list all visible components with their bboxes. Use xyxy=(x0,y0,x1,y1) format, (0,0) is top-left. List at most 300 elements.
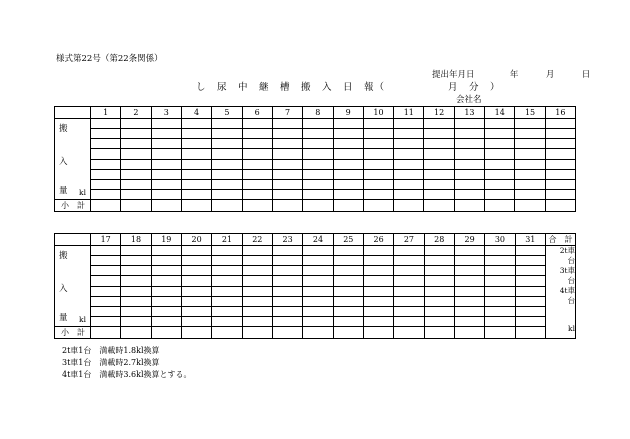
subtotal-cell[interactable] xyxy=(515,327,545,339)
entry-cell[interactable] xyxy=(424,149,454,159)
entry-cell[interactable] xyxy=(454,149,484,159)
entry-cell[interactable] xyxy=(485,256,515,266)
subtotal-cell[interactable] xyxy=(454,200,484,212)
entry-cell[interactable] xyxy=(424,139,454,149)
entry-cell[interactable] xyxy=(91,119,121,129)
entry-cell[interactable] xyxy=(212,296,242,306)
entry-cell[interactable] xyxy=(454,139,484,149)
entry-cell[interactable] xyxy=(272,129,302,139)
entry-cell[interactable] xyxy=(181,179,211,189)
entry-cell[interactable] xyxy=(272,149,302,159)
entry-cell[interactable] xyxy=(151,306,181,316)
entry-cell[interactable] xyxy=(545,139,575,149)
entry-cell[interactable] xyxy=(424,179,454,189)
entry-cell[interactable] xyxy=(454,286,484,296)
entry-cell[interactable] xyxy=(91,286,121,296)
subtotal-cell[interactable] xyxy=(151,200,181,212)
subtotal-cell[interactable] xyxy=(181,327,211,339)
entry-cell[interactable] xyxy=(333,189,363,199)
entry-cell[interactable] xyxy=(91,276,121,286)
entry-cell[interactable] xyxy=(424,246,454,256)
entry-cell[interactable] xyxy=(454,169,484,179)
subtotal-cell[interactable] xyxy=(272,327,302,339)
entry-cell[interactable] xyxy=(121,119,151,129)
entry-cell[interactable] xyxy=(272,159,302,169)
entry-cell[interactable] xyxy=(545,179,575,189)
subtotal-cell[interactable] xyxy=(151,327,181,339)
entry-cell[interactable] xyxy=(181,306,211,316)
entry-cell[interactable] xyxy=(91,159,121,169)
entry-cell[interactable] xyxy=(485,129,515,139)
entry-cell[interactable] xyxy=(181,149,211,159)
entry-cell[interactable] xyxy=(91,169,121,179)
day-header: 25 xyxy=(333,234,363,246)
entry-cell[interactable] xyxy=(303,276,333,286)
entry-cell[interactable] xyxy=(151,189,181,199)
entry-cell[interactable] xyxy=(394,306,424,316)
entry-cell[interactable] xyxy=(121,129,151,139)
entry-cell[interactable] xyxy=(151,256,181,266)
entry-cell[interactable] xyxy=(212,149,242,159)
day-header: 20 xyxy=(181,234,211,246)
subtotal-cell[interactable] xyxy=(424,200,454,212)
entry-cell[interactable] xyxy=(394,149,424,159)
subtotal-cell[interactable] xyxy=(303,200,333,212)
entry-cell[interactable] xyxy=(242,276,272,286)
entry-cell[interactable] xyxy=(454,266,484,276)
subtotal-cell[interactable] xyxy=(363,327,393,339)
entry-cell[interactable] xyxy=(333,159,363,169)
entry-cell[interactable] xyxy=(121,266,151,276)
entry-cell[interactable] xyxy=(333,169,363,179)
entry-cell[interactable] xyxy=(91,129,121,139)
subtotal-cell[interactable] xyxy=(485,200,515,212)
total-line: 台 xyxy=(567,296,575,305)
total-cell[interactable] xyxy=(546,246,576,339)
entry-cell[interactable] xyxy=(151,246,181,256)
entry-cell[interactable] xyxy=(303,169,333,179)
entry-cell[interactable] xyxy=(363,119,393,129)
entry-cell[interactable] xyxy=(394,316,424,326)
entry-cell[interactable] xyxy=(181,169,211,179)
entry-cell[interactable] xyxy=(91,306,121,316)
entry-cell[interactable] xyxy=(121,296,151,306)
entry-cell[interactable] xyxy=(485,119,515,129)
entry-cell[interactable] xyxy=(333,276,363,286)
entry-cell[interactable] xyxy=(303,316,333,326)
entry-cell[interactable] xyxy=(121,139,151,149)
entry-cell[interactable] xyxy=(212,189,242,199)
entry-cell[interactable] xyxy=(545,129,575,139)
entry-cell[interactable] xyxy=(485,296,515,306)
subtotal-cell[interactable] xyxy=(424,327,454,339)
entry-cell[interactable] xyxy=(121,306,151,316)
row-label-char: 量 xyxy=(59,186,68,196)
day-header: 17 xyxy=(91,234,121,246)
day-header: 21 xyxy=(212,234,242,246)
entry-cell[interactable] xyxy=(485,266,515,276)
entry-cell[interactable] xyxy=(242,306,272,316)
entry-cell[interactable] xyxy=(272,179,302,189)
entry-cell[interactable] xyxy=(515,256,545,266)
entry-cell[interactable] xyxy=(424,316,454,326)
subtotal-cell[interactable] xyxy=(242,200,272,212)
entry-cell[interactable] xyxy=(303,149,333,159)
entry-cell[interactable] xyxy=(212,276,242,286)
entry-cell[interactable] xyxy=(212,256,242,266)
entry-cell[interactable] xyxy=(424,286,454,296)
entry-cell[interactable] xyxy=(454,316,484,326)
entry-cell[interactable] xyxy=(303,189,333,199)
entry-cell[interactable] xyxy=(181,139,211,149)
entry-cell[interactable] xyxy=(363,246,393,256)
entry-cell[interactable] xyxy=(181,129,211,139)
entry-cell[interactable] xyxy=(515,139,545,149)
entry-cell[interactable] xyxy=(454,179,484,189)
entry-cell[interactable] xyxy=(424,129,454,139)
subtotal-cell[interactable] xyxy=(121,327,151,339)
entry-cell[interactable] xyxy=(272,139,302,149)
entry-cell[interactable] xyxy=(212,119,242,129)
entry-cell[interactable] xyxy=(91,256,121,266)
daily-table-1 xyxy=(54,106,576,212)
day-header: 1 xyxy=(91,107,121,119)
day-header: 14 xyxy=(485,107,515,119)
entry-cell[interactable] xyxy=(485,159,515,169)
subtotal-cell[interactable] xyxy=(485,327,515,339)
entry-cell[interactable] xyxy=(515,246,545,256)
entry-cell[interactable] xyxy=(242,316,272,326)
entry-cell[interactable] xyxy=(242,266,272,276)
entry-cell[interactable] xyxy=(121,189,151,199)
entry-cell[interactable] xyxy=(394,159,424,169)
entry-cell[interactable] xyxy=(272,316,302,326)
entry-cell[interactable] xyxy=(333,139,363,149)
entry-cell[interactable] xyxy=(454,129,484,139)
entry-cell[interactable] xyxy=(363,316,393,326)
entry-cell[interactable] xyxy=(515,296,545,306)
entry-cell[interactable] xyxy=(272,306,302,316)
entry-cell[interactable] xyxy=(91,296,121,306)
entry-cell[interactable] xyxy=(515,266,545,276)
entry-cell[interactable] xyxy=(363,159,393,169)
entry-cell[interactable] xyxy=(91,139,121,149)
subtotal-cell[interactable] xyxy=(303,327,333,339)
entry-cell[interactable] xyxy=(242,296,272,306)
entry-cell[interactable] xyxy=(333,286,363,296)
subtotal-cell[interactable] xyxy=(333,200,363,212)
entry-cell[interactable] xyxy=(303,286,333,296)
entry-cell[interactable] xyxy=(242,189,272,199)
entry-cell[interactable] xyxy=(485,179,515,189)
entry-cell[interactable] xyxy=(242,149,272,159)
entry-cell[interactable] xyxy=(242,286,272,296)
entry-cell[interactable] xyxy=(363,306,393,316)
entry-cell[interactable] xyxy=(454,159,484,169)
subtotal-cell[interactable] xyxy=(545,200,575,212)
subtotal-cell[interactable] xyxy=(515,200,545,212)
entry-cell[interactable] xyxy=(363,266,393,276)
entry-cell[interactable] xyxy=(545,119,575,129)
entry-cell[interactable] xyxy=(333,316,363,326)
entry-cell[interactable] xyxy=(363,296,393,306)
entry-cell[interactable] xyxy=(212,246,242,256)
entry-cell[interactable] xyxy=(181,189,211,199)
entry-cell[interactable] xyxy=(424,256,454,266)
entry-cell[interactable] xyxy=(515,179,545,189)
entry-cell[interactable] xyxy=(212,306,242,316)
entry-cell[interactable] xyxy=(91,179,121,189)
subtotal-cell[interactable] xyxy=(394,200,424,212)
entry-cell[interactable] xyxy=(121,149,151,159)
entry-cell[interactable] xyxy=(212,129,242,139)
entry-cell[interactable] xyxy=(363,286,393,296)
subtotal-cell[interactable] xyxy=(363,200,393,212)
entry-cell[interactable] xyxy=(272,266,302,276)
entry-cell[interactable] xyxy=(515,276,545,286)
entry-cell[interactable] xyxy=(91,149,121,159)
entry-cell[interactable] xyxy=(181,266,211,276)
subtotal-cell[interactable] xyxy=(91,327,121,339)
entry-cell[interactable] xyxy=(333,179,363,189)
entry-cell[interactable] xyxy=(121,179,151,189)
entry-cell[interactable] xyxy=(485,306,515,316)
entry-cell[interactable] xyxy=(303,119,333,129)
entry-cell[interactable] xyxy=(515,129,545,139)
entry-cell[interactable] xyxy=(515,189,545,199)
entry-cell[interactable] xyxy=(515,149,545,159)
entry-cell[interactable] xyxy=(151,296,181,306)
entry-cell[interactable] xyxy=(515,316,545,326)
entry-cell[interactable] xyxy=(151,266,181,276)
entry-cell[interactable] xyxy=(454,256,484,266)
entry-cell[interactable] xyxy=(121,246,151,256)
entry-cell[interactable] xyxy=(394,286,424,296)
entry-cell[interactable] xyxy=(151,276,181,286)
entry-cell[interactable] xyxy=(181,316,211,326)
entry-cell[interactable] xyxy=(333,266,363,276)
entry-cell[interactable] xyxy=(424,296,454,306)
entry-cell[interactable] xyxy=(181,286,211,296)
entry-cell[interactable] xyxy=(394,276,424,286)
row-label-carried-in xyxy=(55,246,91,327)
entry-cell[interactable] xyxy=(212,139,242,149)
entry-cell[interactable] xyxy=(242,169,272,179)
entry-cell[interactable] xyxy=(272,296,302,306)
entry-cell[interactable] xyxy=(394,129,424,139)
entry-cell[interactable] xyxy=(151,286,181,296)
entry-cell[interactable] xyxy=(454,119,484,129)
entry-cell[interactable] xyxy=(485,276,515,286)
entry-cell[interactable] xyxy=(272,119,302,129)
entry-cell[interactable] xyxy=(333,256,363,266)
entry-cell[interactable] xyxy=(515,159,545,169)
entry-cell[interactable] xyxy=(181,296,211,306)
subtotal-cell[interactable] xyxy=(181,200,211,212)
entry-cell[interactable] xyxy=(485,189,515,199)
entry-cell[interactable] xyxy=(272,286,302,296)
entry-cell[interactable] xyxy=(363,129,393,139)
entry-cell[interactable] xyxy=(394,266,424,276)
entry-cell[interactable] xyxy=(151,179,181,189)
entry-cell[interactable] xyxy=(485,139,515,149)
entry-cell[interactable] xyxy=(485,246,515,256)
entry-cell[interactable] xyxy=(121,159,151,169)
entry-cell[interactable] xyxy=(424,276,454,286)
unit-kl: kl xyxy=(79,188,86,197)
entry-cell[interactable] xyxy=(151,316,181,326)
entry-cell[interactable] xyxy=(303,296,333,306)
subtotal-cell[interactable] xyxy=(454,327,484,339)
entry-cell[interactable] xyxy=(91,266,121,276)
entry-cell[interactable] xyxy=(363,139,393,149)
entry-cell[interactable] xyxy=(272,189,302,199)
entry-cell[interactable] xyxy=(121,169,151,179)
notes xyxy=(62,347,192,383)
entry-cell[interactable] xyxy=(151,119,181,129)
entry-cell[interactable] xyxy=(333,129,363,139)
year-label: 年 xyxy=(509,70,519,80)
entry-cell[interactable] xyxy=(485,316,515,326)
entry-cell[interactable] xyxy=(242,179,272,189)
entry-cell[interactable] xyxy=(363,276,393,286)
entry-cell[interactable] xyxy=(212,159,242,169)
entry-cell[interactable] xyxy=(363,256,393,266)
entry-cell[interactable] xyxy=(242,246,272,256)
entry-cell[interactable] xyxy=(424,306,454,316)
entry-cell[interactable] xyxy=(545,189,575,199)
entry-cell[interactable] xyxy=(272,169,302,179)
entry-cell[interactable] xyxy=(333,306,363,316)
entry-cell[interactable] xyxy=(91,246,121,256)
entry-cell[interactable] xyxy=(394,139,424,149)
entry-cell[interactable] xyxy=(151,129,181,139)
subtotal-cell[interactable] xyxy=(212,327,242,339)
entry-cell[interactable] xyxy=(363,179,393,189)
entry-cell[interactable] xyxy=(303,159,333,169)
entry-cell[interactable] xyxy=(121,286,151,296)
entry-cell[interactable] xyxy=(424,159,454,169)
entry-cell[interactable] xyxy=(212,179,242,189)
entry-cell[interactable] xyxy=(242,159,272,169)
entry-cell[interactable] xyxy=(515,169,545,179)
entry-cell[interactable] xyxy=(363,149,393,159)
subtotal-cell[interactable] xyxy=(91,200,121,212)
entry-cell[interactable] xyxy=(303,256,333,266)
entry-cell[interactable] xyxy=(454,306,484,316)
entry-cell[interactable] xyxy=(424,119,454,129)
entry-cell[interactable] xyxy=(121,256,151,266)
entry-cell[interactable] xyxy=(121,316,151,326)
entry-cell[interactable] xyxy=(454,246,484,256)
entry-cell[interactable] xyxy=(333,246,363,256)
entry-cell[interactable] xyxy=(485,169,515,179)
entry-cell[interactable] xyxy=(394,296,424,306)
entry-cell[interactable] xyxy=(181,276,211,286)
entry-cell[interactable] xyxy=(545,159,575,169)
entry-cell[interactable] xyxy=(545,169,575,179)
entry-cell[interactable] xyxy=(515,119,545,129)
entry-cell[interactable] xyxy=(212,169,242,179)
subtotal-cell[interactable] xyxy=(121,200,151,212)
entry-cell[interactable] xyxy=(212,286,242,296)
entry-cell[interactable] xyxy=(545,149,575,159)
entry-cell[interactable] xyxy=(151,149,181,159)
total-line: 台 xyxy=(567,276,575,285)
entry-cell[interactable] xyxy=(424,266,454,276)
entry-cell[interactable] xyxy=(454,276,484,286)
subtotal-cell[interactable] xyxy=(242,327,272,339)
entry-cell[interactable] xyxy=(242,139,272,149)
note-4t: 4t車1台 満載時3.6kl換算とする。 xyxy=(62,370,192,379)
total-line: 3t車 xyxy=(559,266,575,275)
entry-cell[interactable] xyxy=(363,169,393,179)
entry-cell[interactable] xyxy=(394,179,424,189)
entry-cell[interactable] xyxy=(272,246,302,256)
subtotal-cell[interactable] xyxy=(394,327,424,339)
entry-cell[interactable] xyxy=(515,286,545,296)
subtotal-cell[interactable] xyxy=(212,200,242,212)
entry-cell[interactable] xyxy=(91,189,121,199)
entry-cell[interactable] xyxy=(121,276,151,286)
entry-cell[interactable] xyxy=(151,159,181,169)
entry-cell[interactable] xyxy=(181,256,211,266)
entry-cell[interactable] xyxy=(181,119,211,129)
entry-cell[interactable] xyxy=(424,189,454,199)
entry-cell[interactable] xyxy=(333,296,363,306)
entry-cell[interactable] xyxy=(454,189,484,199)
entry-cell[interactable] xyxy=(242,119,272,129)
entry-cell[interactable] xyxy=(303,306,333,316)
entry-cell[interactable] xyxy=(212,316,242,326)
unit-kl: kl xyxy=(79,315,86,324)
entry-cell[interactable] xyxy=(151,169,181,179)
entry-cell[interactable] xyxy=(485,286,515,296)
entry-cell[interactable] xyxy=(394,256,424,266)
entry-cell[interactable] xyxy=(454,296,484,306)
entry-cell[interactable] xyxy=(303,139,333,149)
entry-cell[interactable] xyxy=(242,256,272,266)
entry-cell[interactable] xyxy=(394,189,424,199)
entry-cell[interactable] xyxy=(333,149,363,159)
subtotal-cell[interactable] xyxy=(272,200,302,212)
entry-cell[interactable] xyxy=(91,316,121,326)
entry-cell[interactable] xyxy=(272,276,302,286)
subtotal-cell[interactable] xyxy=(333,327,363,339)
total-line: 2t車 xyxy=(559,246,575,255)
entry-cell[interactable] xyxy=(515,306,545,316)
entry-cell[interactable] xyxy=(303,179,333,189)
day-header: 6 xyxy=(242,107,272,119)
entry-cell[interactable] xyxy=(181,159,211,169)
entry-cell[interactable] xyxy=(212,266,242,276)
entry-cell[interactable] xyxy=(181,246,211,256)
entry-cell[interactable] xyxy=(485,149,515,159)
entry-cell[interactable] xyxy=(303,266,333,276)
entry-cell[interactable] xyxy=(363,189,393,199)
entry-cell[interactable] xyxy=(272,256,302,266)
entry-cell[interactable] xyxy=(303,129,333,139)
entry-cell[interactable] xyxy=(394,246,424,256)
entry-cell[interactable] xyxy=(333,119,363,129)
entry-cell[interactable] xyxy=(242,129,272,139)
entry-cell[interactable] xyxy=(424,169,454,179)
entry-cell[interactable] xyxy=(151,139,181,149)
entry-cell[interactable] xyxy=(303,246,333,256)
entry-cell[interactable] xyxy=(394,119,424,129)
company-name-label: 会社名 xyxy=(456,95,482,105)
entry-cell[interactable] xyxy=(394,169,424,179)
